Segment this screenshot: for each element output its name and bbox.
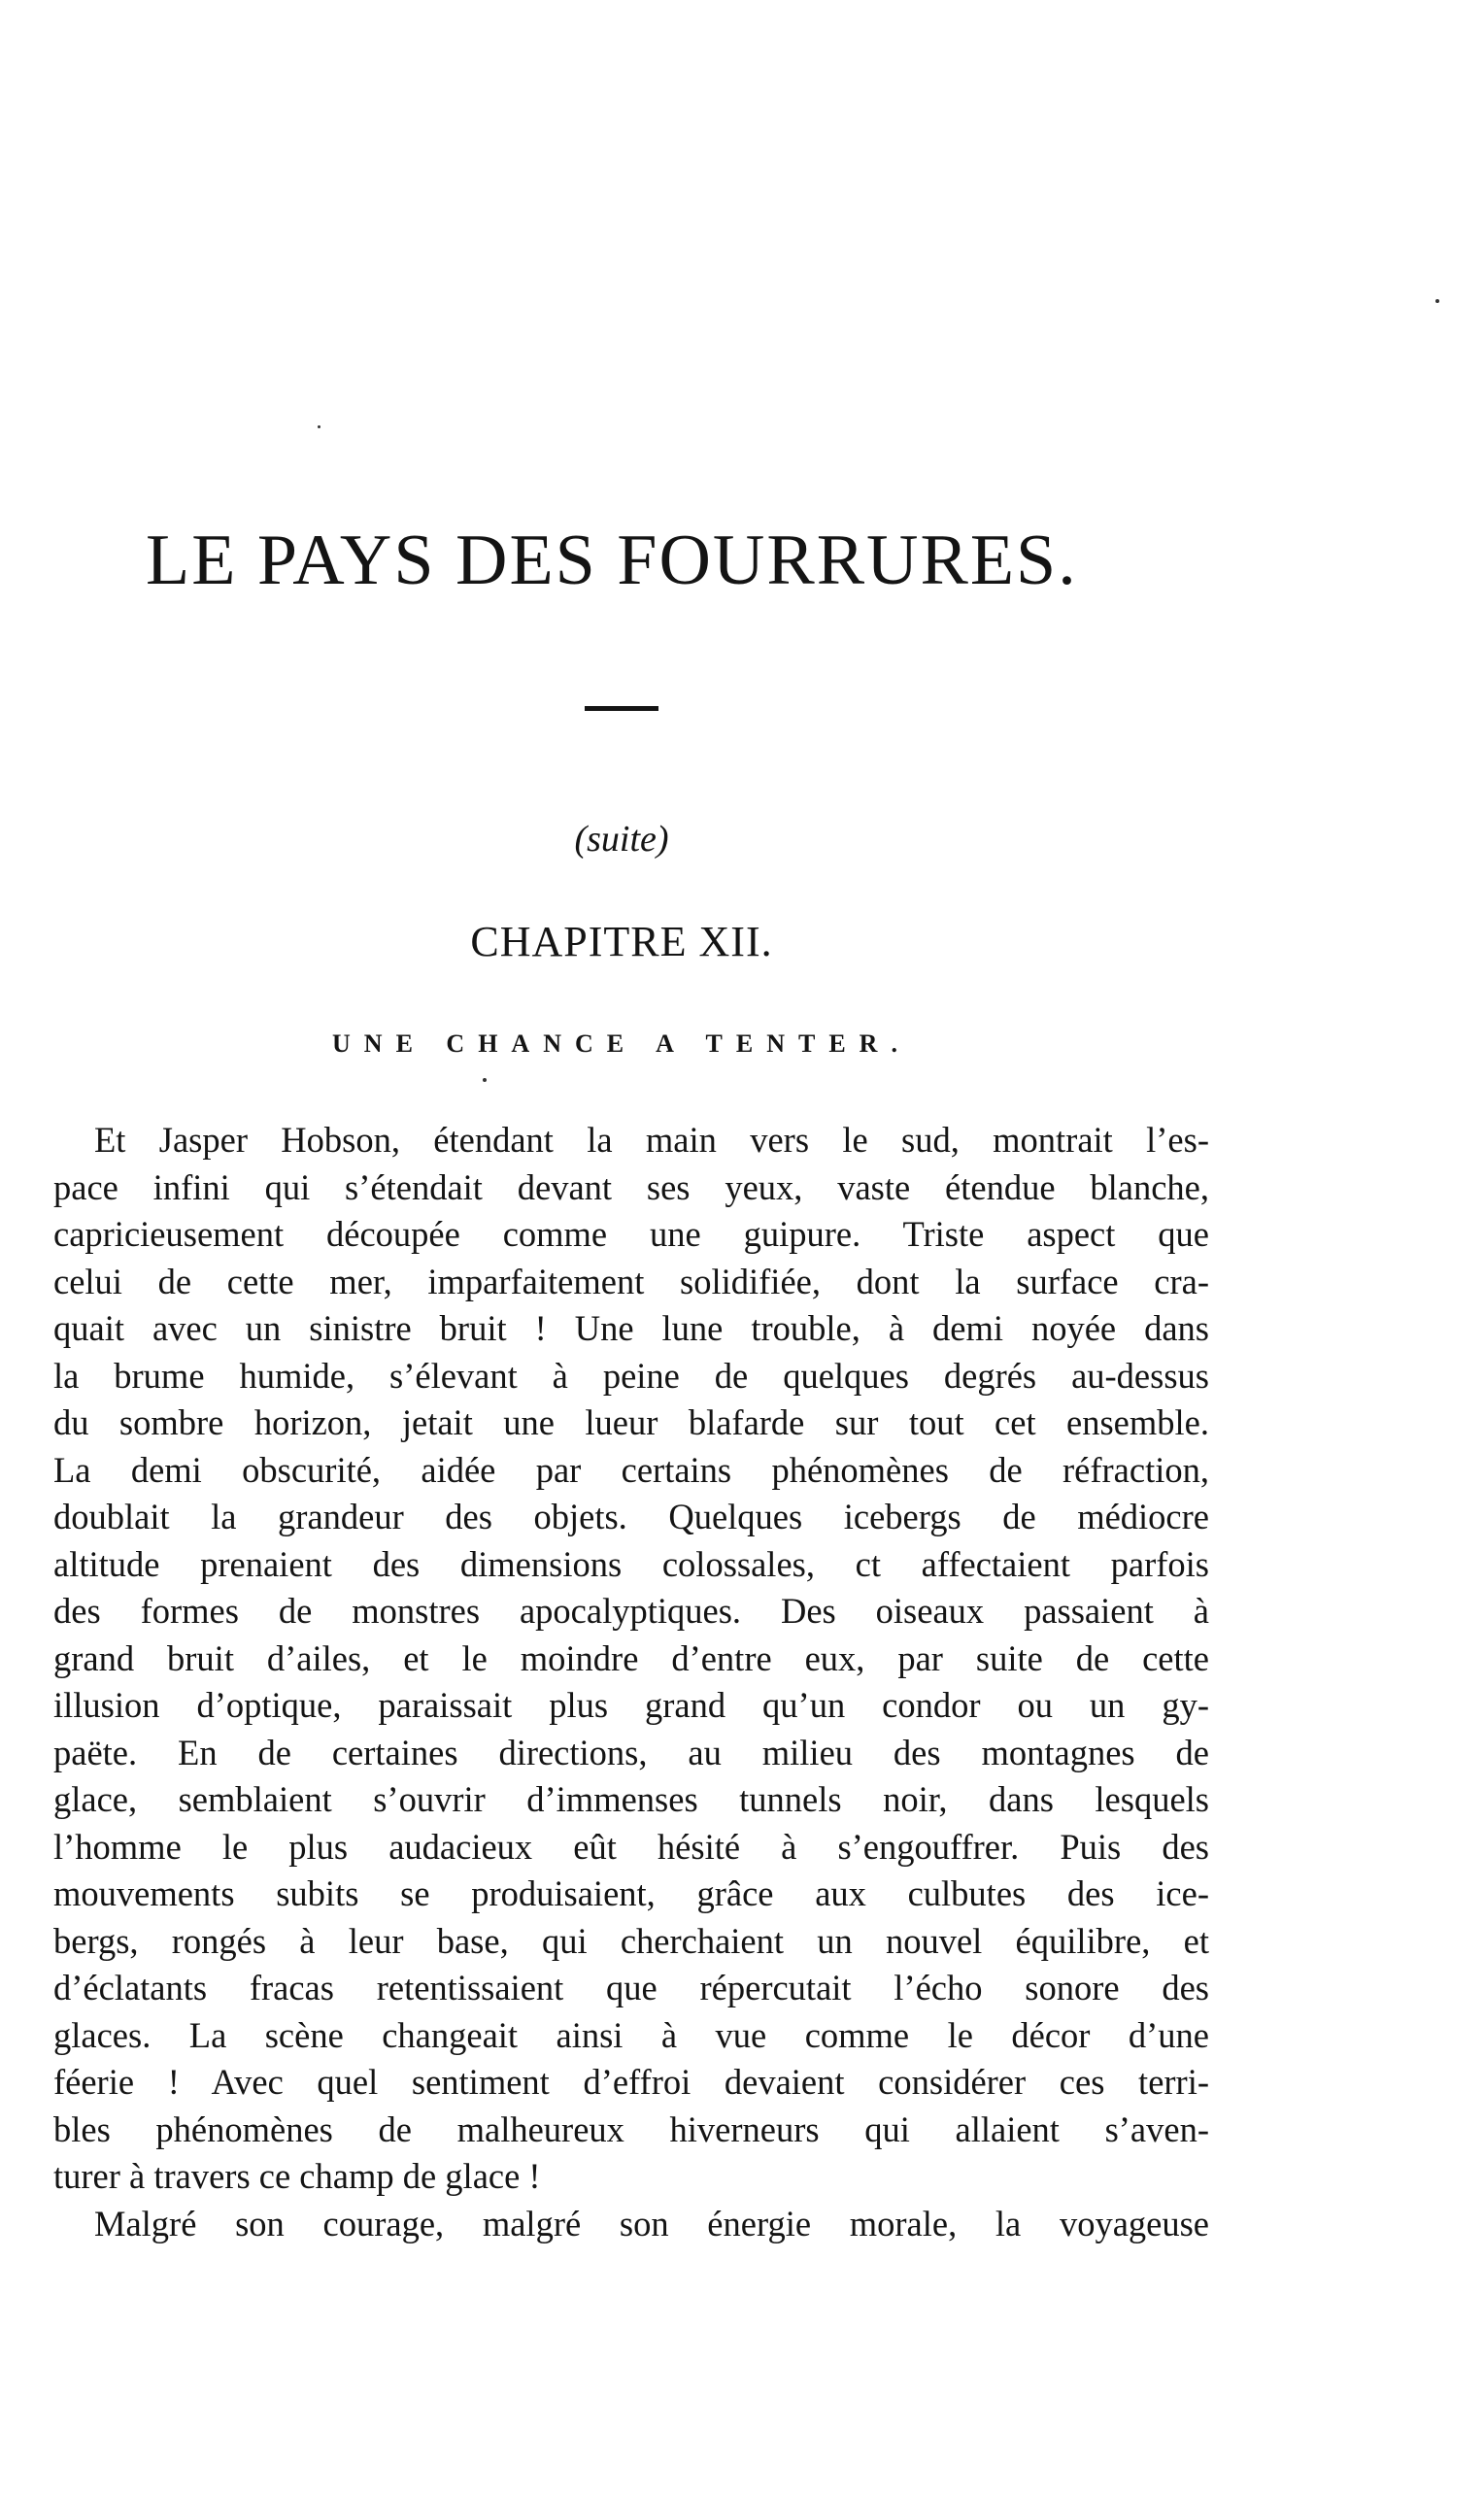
text-line: celui de cette mer, imparfaitement solidifiée, dont la surface cra-: [53, 1261, 1209, 1301]
text-line: la brume humide, s’élevant à peine de quelques degrés au-dessus: [53, 1355, 1209, 1396]
text-line: pace infini qui s’étendait devant ses yeux, vaste étendue blanche,: [53, 1166, 1209, 1207]
text-line: du sombre horizon, jetait une lueur blafarde sur tout cet ensemble.: [53, 1402, 1209, 1442]
body-text: [53, 1117, 1209, 2247]
text-line: illusion d’optique, paraissait plus grand qu’un condor ou un gy-: [53, 1685, 1209, 1725]
print-speck: [1435, 299, 1439, 303]
title-rule: [585, 706, 658, 711]
chapter-heading: CHAPITRE XII.: [470, 918, 773, 965]
text-line: glaces. La scène changeait ainsi à vue comme le décor d’une: [53, 2014, 1209, 2055]
text-line: turer à travers ce champ de glace !: [53, 2156, 541, 2196]
text-line: des formes de monstres apocalyptiques. Des oiseaux passaient à: [53, 1591, 1209, 1631]
text-line: l’homme le plus audacieux eût hésité à s’engouffrer. Puis des: [53, 1826, 1209, 1867]
text-line: bles phénomènes de malheureux hiverneurs qui allaient s’aven-: [53, 2108, 1209, 2149]
text-line: grand bruit d’ailes, et le moindre d’entre eux, par suite de cette: [53, 1637, 1209, 1678]
suite-label: (suite): [574, 819, 669, 860]
text-line: La demi obscurité, aidée par certains phénomènes de réfraction,: [53, 1449, 1209, 1490]
text-line: glace, semblaient s’ouvrir d’immenses tunnels noir, dans lesquels: [53, 1779, 1209, 1819]
text-line: bergs, rongés à leur base, qui cherchaient un nouvel équilibre, et: [53, 1920, 1209, 1961]
text-line: Et Jasper Hobson, étendant la main vers le sud, montrait l’es-: [94, 1120, 1209, 1160]
text-line: féerie ! Avec quel sentiment d’effroi devaient considérer ces terri-: [53, 2062, 1209, 2102]
text-line: d’éclatants fracas retentissaient que répercutait l’écho sonore des: [53, 1968, 1209, 2007]
chapter-subtitle: UNE CHANCE A TENTER.: [332, 1029, 911, 1058]
text-line: paëte. En de certaines directions, au milieu des montagnes de: [53, 1732, 1209, 1772]
text-line: Malgré son courage, malgré son énergie morale, la voyageuse: [94, 2203, 1209, 2243]
text-line: doublait la grandeur des objets. Quelques icebergs de médiocre: [53, 1497, 1209, 1536]
page-title: LE PAYS DES FOURRURES.: [146, 521, 1078, 600]
text-line: quait avec un sinistre bruit ! Une lune trouble, à demi noyée dans: [53, 1308, 1209, 1348]
text-line: capricieusement découpée comme une guipure. Triste aspect que: [53, 1214, 1209, 1254]
text-line: mouvements subits se produisaient, grâce aux culbutes des ice-: [53, 1873, 1209, 1913]
print-speck: [318, 425, 320, 428]
print-speck: [483, 1078, 487, 1082]
text-line: altitude prenaient des dimensions colossales, ct affectaient parfois: [53, 1543, 1209, 1584]
